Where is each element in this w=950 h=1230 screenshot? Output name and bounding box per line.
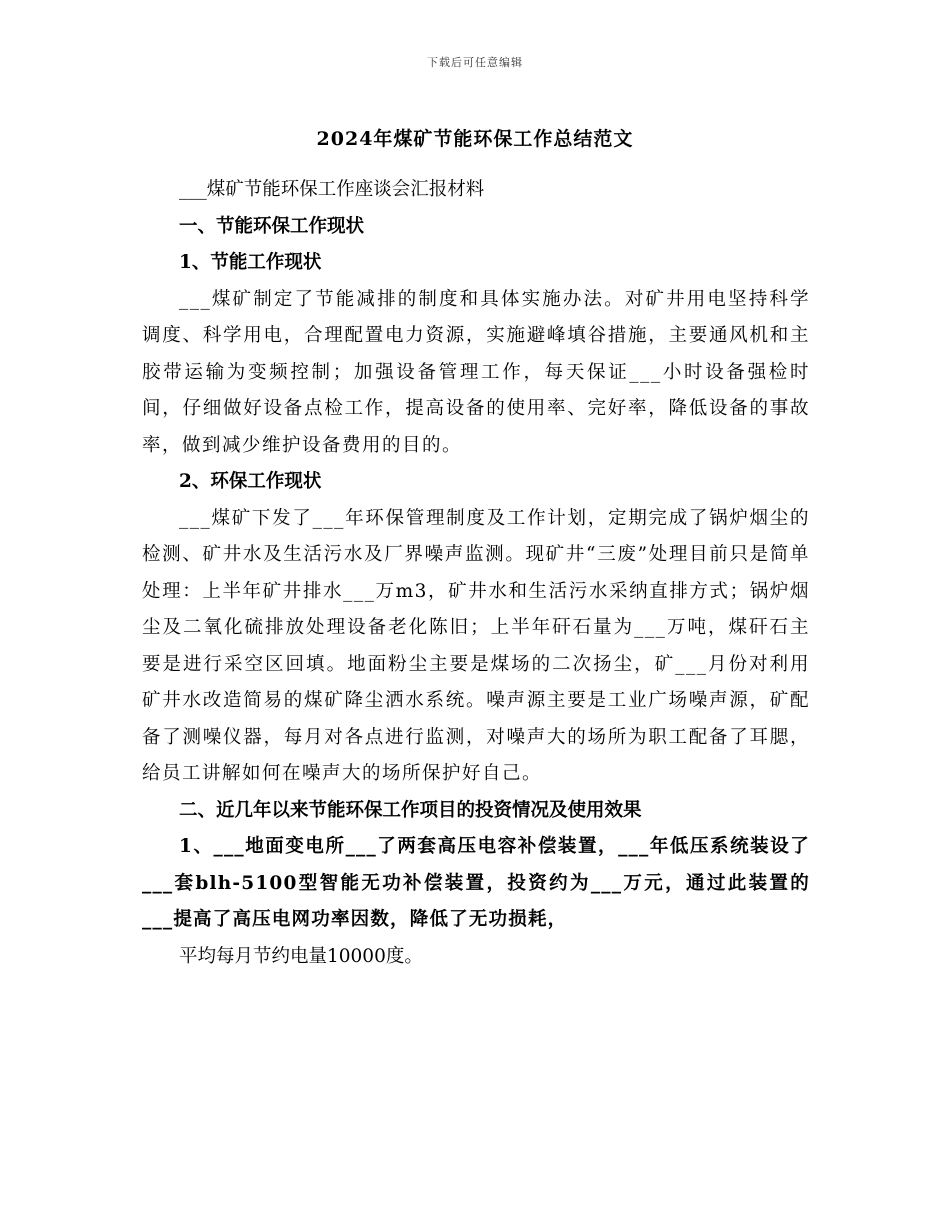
paragraph-energy-saving: ___煤矿制定了节能减排的制度和具体实施办法。对矿井用电坚持科学调度、科学用电，合理配置电力资源，实施避峰填谷措施，主要通风机和主胶带运输为变频控制；加强设备管理工作，每天保证___小时设备强检时间，仔细做好设备点检工作，提高设备的使用率、完好率，降低设备的事故率，做到减少维护设备费用的目的。 <box>142 288 810 456</box>
paragraph-environmental: ___煤矿下发了___年环保管理制度及工作计划，定期完成了锅炉烟尘的检测、矿井水及生活污水及厂界噪声监测。现矿井“三废”处理目前只是简单处理：上半年矿井排水___万m3，矿井水和生活污水采纳直排方式；锅炉烟尘及二氧化硫排放处理设备老化陈旧；上半年矸石量为___万吨，煤矸石主要是进行采空区回填。地面粉尘主要是煤场的二次扬尘，矿___月份对利用矿井水改造简易的煤矿降尘洒水系统。噪声源主要是工业广场噪声源，矿配备了测噪仪器，每月对各点进行监测，对噪声大的场所为职工配备了耳腮，给员工讲解如何在噪声大的场所保护好自己。 <box>142 507 810 784</box>
paragraph-item-1: 1、___地面变电所___了两套高压电容补偿装置，___年低压系统装设了___套blh-5100型智能无功补偿装置，投资约为___万元，通过此装置的___提高了高压电网功率因数，降低了无功损耗， <box>142 836 810 930</box>
subsection-heading-2: 2、环保工作现状 <box>179 471 322 492</box>
document-body <box>142 172 810 975</box>
page-header: 下载后可任意编辑 <box>427 56 523 69</box>
subtitle-line: ___煤矿节能环保工作座谈会汇报材料 <box>179 179 485 200</box>
section-heading-2: 二、近几年以来节能环保工作项目的投资情况及使用效果 <box>179 799 642 821</box>
document-title: 2024年煤矿节能环保工作总结范文 <box>316 128 634 150</box>
subsection-heading-1: 1、节能工作现状 <box>179 252 322 273</box>
paragraph-item-1-tail: 平均每月节约电量10000度。 <box>179 945 423 967</box>
section-heading-1: 一、节能环保工作现状 <box>179 215 365 237</box>
